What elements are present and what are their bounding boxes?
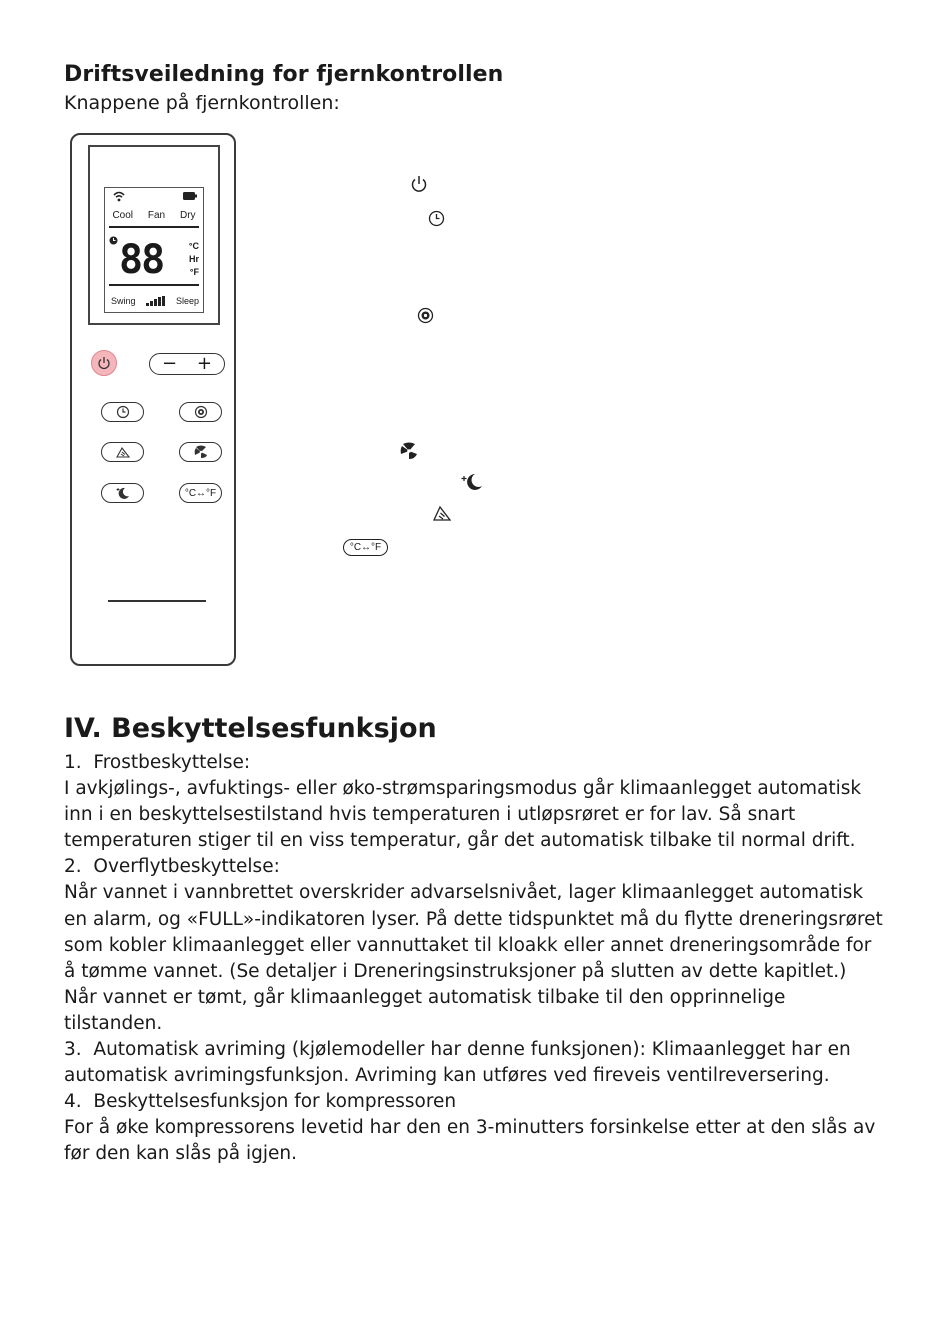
mode-button[interactable] — [179, 402, 222, 422]
sleep-icon — [460, 472, 484, 492]
lcd-unit-fahrenheit: °F — [189, 267, 199, 277]
lcd-units — [189, 240, 199, 279]
wifi-icon — [113, 191, 125, 202]
temp-unit-label: °C↔°F — [184, 487, 217, 499]
power-button[interactable] — [91, 350, 117, 376]
lcd-divider-top — [109, 226, 199, 228]
battery-icon — [183, 192, 197, 200]
temp-unit-button[interactable] — [179, 483, 222, 503]
fan-speed-icon — [193, 445, 209, 459]
item-4-body: For å øke kompressorens levetid har den en 3-minutters forsinkelse etter at den slås av før den kan slås på igjen. — [64, 1117, 882, 1165]
mode-icon — [417, 307, 434, 324]
plus-button[interactable]: + — [196, 353, 212, 374]
lcd-swing: Swing — [111, 296, 136, 306]
item-4-title: 4. Beskyttelsesfunksjon for kompressoren — [64, 1091, 457, 1113]
item-3-body: 3. Automatisk avriming (kjølemodeller har denne funksjonen): Klimaanlegget har en automatisk avrimingsfunksjon. Avriming kan utføres ved fireveis ventilreversering. — [64, 1039, 857, 1087]
fan-speed-icon — [399, 442, 419, 460]
temperature-rocker[interactable] — [149, 353, 225, 375]
remote-control — [70, 133, 236, 666]
lcd-display — [104, 187, 204, 313]
swing-icon — [115, 446, 131, 458]
item-1-title: 1. Frostbeskyttelse: — [64, 752, 251, 773]
temp-unit-icon-label: °C↔°F — [349, 542, 382, 553]
lcd-bottom-row — [111, 296, 199, 306]
temp-unit-icon — [343, 539, 388, 556]
minus-button[interactable]: − — [162, 353, 178, 374]
swing-icon — [432, 505, 452, 522]
timer-icon — [116, 405, 130, 419]
section-heading: IV. Beskyttelsesfunksjon — [64, 713, 437, 744]
item-1-body: I avkjølings-, avfuktings- eller øko-strømsparingsmodus går klimaanlegget automatisk inn i en beskyttelsestilstand hvis temperaturen i utløpsrøret er for lav. Så snart temperaturen stiger til en viss temperatur, går det automatisk tilbake til normal drift. — [64, 778, 868, 852]
timer-icon — [428, 210, 445, 227]
item-2-title: 2. Overflytbeskyttelse: — [64, 856, 280, 878]
mode-icon — [194, 405, 208, 419]
page-title: Driftsveiledning for fjernkontrollen — [64, 62, 504, 87]
lcd-mode-cool: Cool — [112, 210, 134, 221]
remote-screen — [88, 145, 220, 325]
sleep-button[interactable] — [101, 483, 144, 503]
lcd-sleep: Sleep — [175, 296, 199, 306]
swing-button[interactable] — [101, 442, 144, 462]
remote-divider — [108, 600, 206, 602]
lcd-mode-dry: Dry — [180, 210, 196, 221]
signal-bars-icon — [146, 296, 165, 306]
fan-speed-button[interactable] — [179, 442, 222, 462]
section-body — [64, 750, 889, 1168]
power-icon — [410, 175, 428, 193]
sleep-icon — [115, 486, 131, 500]
lcd-modes — [105, 210, 203, 221]
clock-icon — [109, 236, 118, 245]
page-subtitle: Knappene på fjernkontrollen: — [64, 92, 340, 114]
lcd-divider-bottom — [109, 284, 199, 286]
timer-button[interactable] — [101, 402, 144, 422]
lcd-unit-celsius: °C — [188, 241, 199, 251]
lcd-digits: 88 — [119, 237, 164, 283]
lcd-mode-fan: Fan — [147, 210, 166, 221]
power-icon — [97, 356, 111, 370]
item-2-body: Når vannet i vannbrettet overskrider advarselsnivået, lager klimaanlegget automatisk en alarm, og «FULL»-indikatoren lyser. På dette tidspunktet må du flytte dreneringsrøret som kobler klimaanlegget eller vannuttaket til kloakk eller annet dreneringsområde for å tømme vannet. (Se detaljer i Dreneringsinstruksjoner på slutten av dette kapitlet.) Når vannet er tømt, går klimaanlegget automatisk tilbake til den opprinnelige tilstanden. — [64, 882, 889, 1034]
lcd-unit-hours: Hr — [188, 254, 199, 264]
